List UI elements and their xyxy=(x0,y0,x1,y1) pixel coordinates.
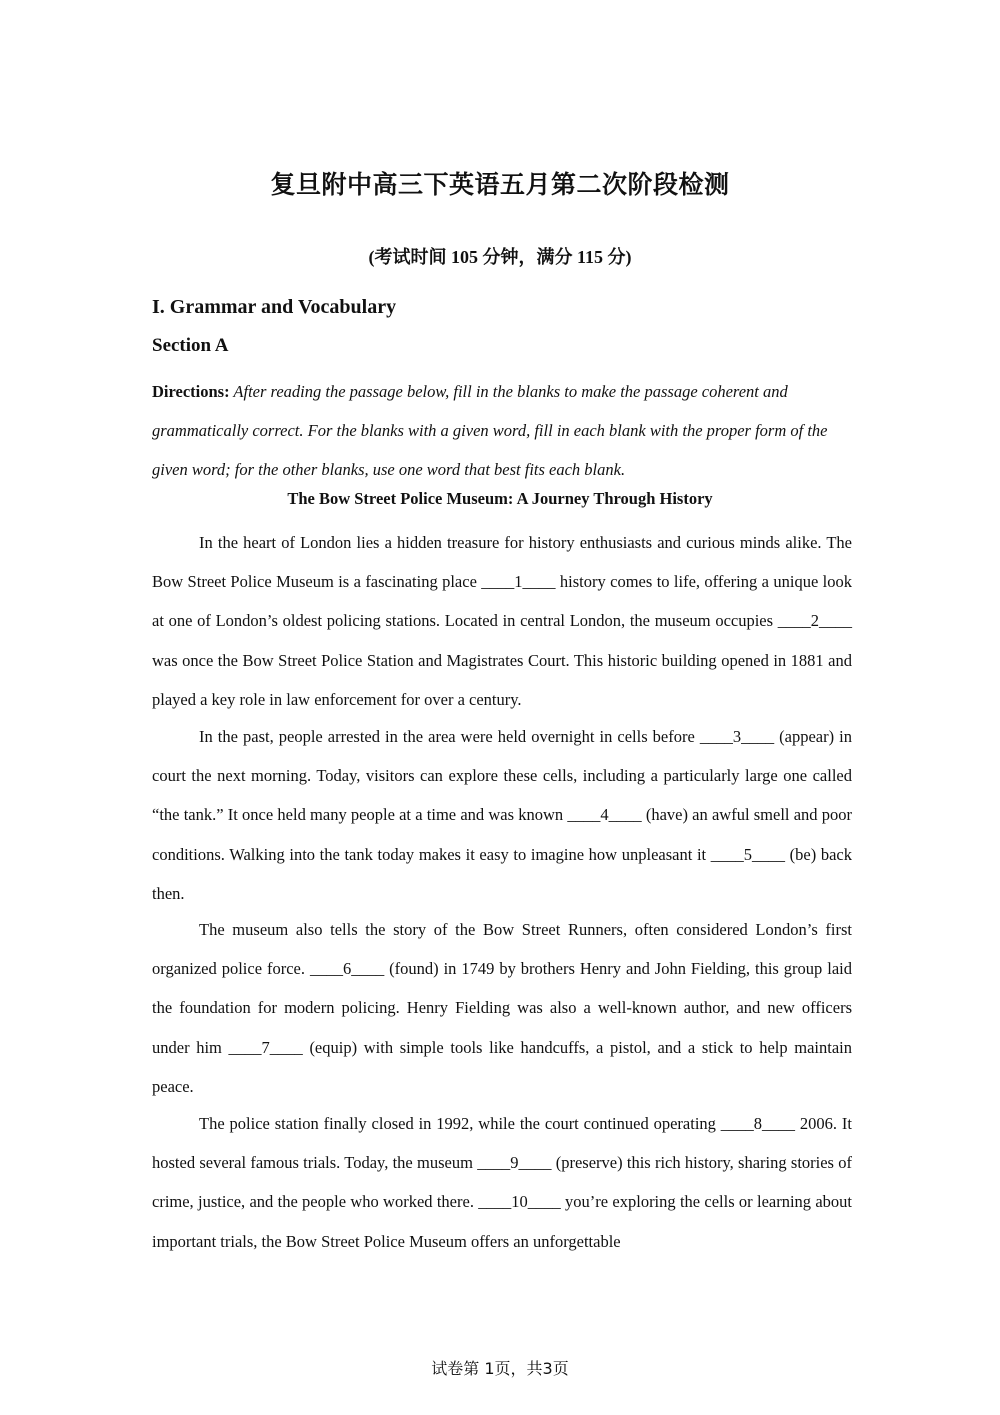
exam-title: 复旦附中高三下英语五月第二次阶段检测 xyxy=(270,170,730,199)
exam-subtitle-text: (考试时间 105 分钟，满分 115 分) xyxy=(368,247,632,267)
exam-subtitle xyxy=(0,243,1000,269)
passage-paragraph-3: The museum also tells the story of the Bow Street Runners, often considered London’s first organized police force. ____6____ (found) in 1749 by brothers Henry and John Fielding, this group laid the foundation for modern policing. Henry Fielding was also a well-known author, and new officers under him ____7____ (equip) with simple tools like handcuffs, a pistol, and a stick to help maintain peace. xyxy=(152,920,852,1096)
directions-label: Directions: xyxy=(152,382,230,401)
directions xyxy=(152,372,852,489)
passage-paragraph-4: The police station finally closed in 1992, while the court continued operating ____8____ 2006. It hosted several famous trials. Today, the museum ____9____ (preserve) this rich history, sharing stories of crime, justice, and the people who worked there. ____10____ you’re exploring the cells or learning about important trials, the Bow Street Police Museum offers an unforgettable xyxy=(152,1114,852,1251)
section-heading: Section A xyxy=(152,335,229,356)
part-heading: I. Grammar and Vocabulary xyxy=(152,296,397,318)
passage-paragraph-2: In the past, people arrested in the area were held overnight in cells before ____3____ (appear) in court the next morning. Today, visitors can explore these cells, including a particularly large one called “the tank.” It once held many people at a time and was known ____4____ (have) an awful smell and poor conditions. Walking into the tank today makes it easy to imagine how unpleasant it ____5____ (be) back then. xyxy=(152,727,852,903)
passage-title: The Bow Street Police Museum: A Journey Through History xyxy=(287,489,713,508)
passage-paragraph-1: In the heart of London lies a hidden treasure for history enthusiasts and curious minds alike. The Bow Street Police Museum is a fascinating place ____1____ history comes to life, offering a unique look at one of London’s oldest policing stations. Located in central London, the museum occupies ____2____ was once the Bow Street Police Station and Magistrates Court. This historic building opened in 1881 and played a key role in law enforcement for over a century. xyxy=(152,533,852,709)
directions-text: After reading the passage below, fill in the blanks to make the passage coherent and grammatically correct. For the blanks with a given word, fill in each blank with the proper form of the given word; for the other blanks, use one word that best fits each blank. xyxy=(152,382,828,479)
page-number: 试卷第 1页，共3页 xyxy=(431,1359,569,1378)
